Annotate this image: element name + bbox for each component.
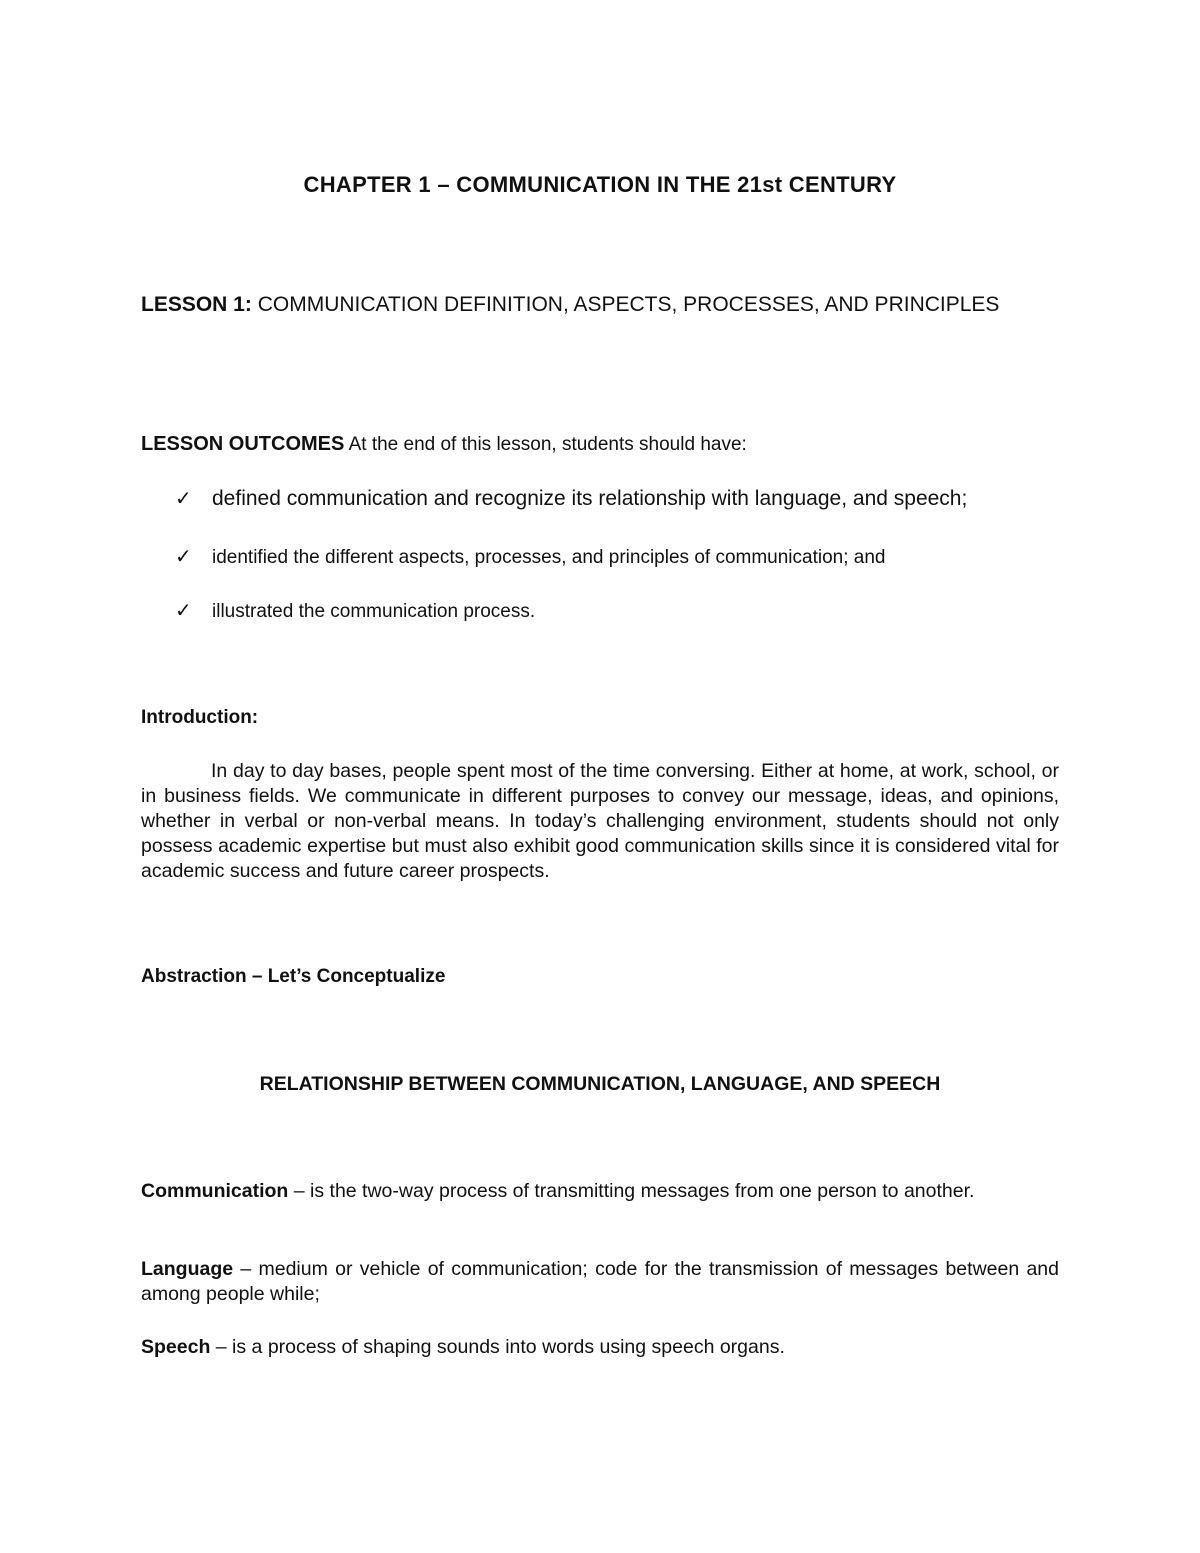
outcome-item — [175, 544, 885, 569]
lesson-label: LESSON 1: — [141, 293, 252, 316]
outcome-text: illustrated the communication process. — [212, 601, 536, 622]
check-icon: ✓ — [175, 488, 192, 510]
definition-language — [141, 1257, 1059, 1307]
abstraction-heading: Abstraction – Let’s Conceptualize — [141, 966, 446, 987]
check-icon: ✓ — [175, 546, 192, 568]
relationship-heading: RELATIONSHIP BETWEEN COMMUNICATION, LANGUAGE, AND SPEECH — [259, 1073, 941, 1095]
chapter-title: CHAPTER 1 – COMMUNICATION IN THE 21st CENTURY — [303, 172, 897, 197]
introduction-heading: Introduction: — [141, 707, 259, 728]
outcomes-label: LESSON OUTCOMES — [141, 433, 345, 455]
lesson-title-text: COMMUNICATION DEFINITION, ASPECTS, PROCESSES, AND PRINCIPLES — [257, 293, 1000, 316]
outcomes-intro: At the end of this lesson, students should have: — [348, 434, 747, 455]
definition-communication — [141, 1179, 1059, 1204]
outcome-item — [175, 486, 967, 511]
definition-text: – medium or vehicle of communication; code for the transmission of messages between and among people while; — [141, 1258, 1059, 1305]
lesson-title — [141, 290, 1041, 319]
definition-term: Speech — [141, 1336, 211, 1358]
definition-term: Language — [141, 1258, 234, 1280]
definition-term: Communication — [141, 1180, 289, 1202]
check-icon: ✓ — [175, 600, 192, 622]
definition-speech — [141, 1335, 1059, 1360]
outcome-text: identified the different aspects, processes, and principles of communication; and — [212, 547, 886, 568]
definition-text: – is a process of shaping sounds into words using speech organs. — [210, 1336, 785, 1358]
definition-text: – is the two-way process of transmitting messages from one person to another. — [288, 1180, 975, 1202]
introduction-paragraph: In day to day bases, people spent most of the time conversing. Either at home, at work, school, or in business fields. We communicate in different purposes to convey our message, ideas, and opinions, whether in verbal or non-verbal means. In today’s challenging environment, students should not only possess academic expertise but must also exhibit good communication skills since it is considered vital for academic success and future career prospects. — [141, 760, 1059, 882]
outcome-text: defined communication and recognize its relationship with language, and speech; — [212, 487, 968, 510]
lesson-outcomes — [141, 431, 747, 458]
outcome-item — [175, 598, 535, 623]
